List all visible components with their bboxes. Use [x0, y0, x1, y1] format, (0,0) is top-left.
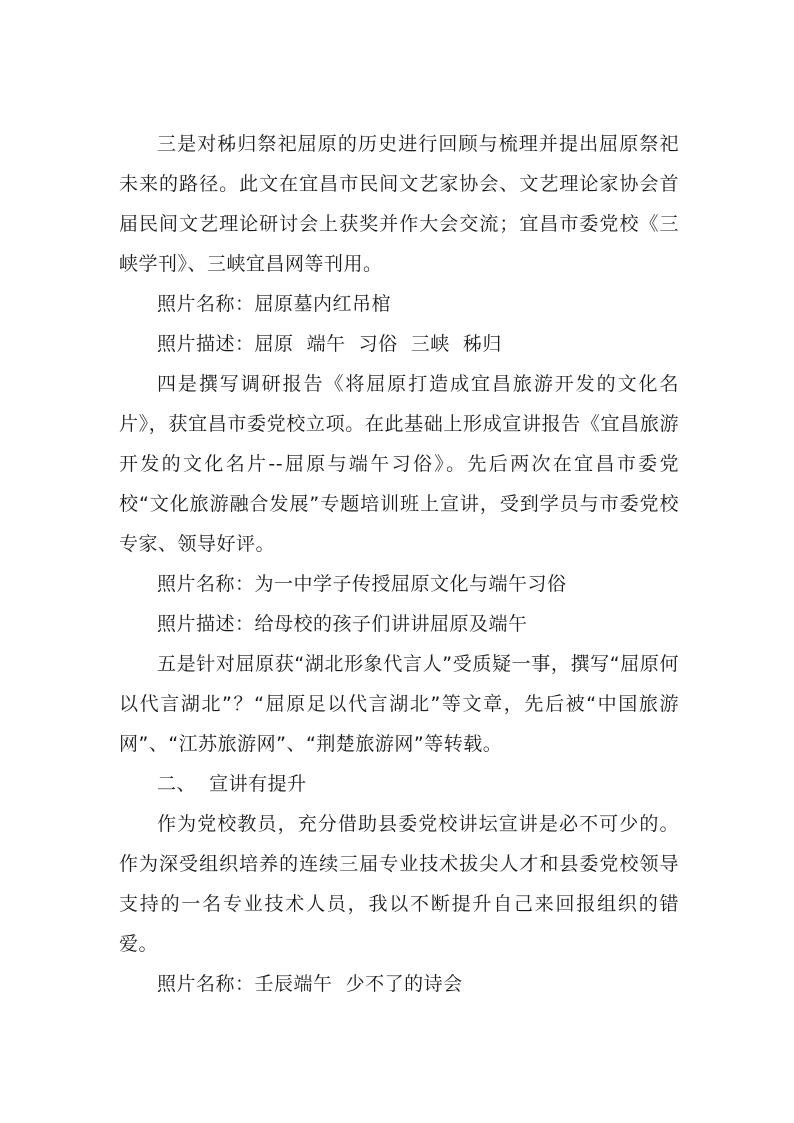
paragraph-san: 三是对秭归祭祀屈原的历史进行回顾与梳理并提出屈原祭祀未来的路径。此文在宜昌市民间文艺家协会、文艺理论家协会首届民间文艺理论研讨会上获奖并作大会交流；宜昌市委党校《三峡学刊》、三峡宜昌网等刊用。 — [119, 133, 679, 275]
paragraph-wu: 五是针对屈原获“湖北形象代言人”受质疑一事，撰写“屈原何以代言湖北”？“屈原足以代言湖北”等文章，先后被“中国旅游网”、“江苏旅游网”、“荆楚旅游网”等转载。 — [119, 653, 679, 755]
photo-desc-1: 照片描述：屈原 端午 习俗 三峡 秭归 — [157, 333, 502, 355]
photo-name-2: 照片名称：为一中学子传授屈原文化与端午习俗 — [157, 573, 567, 595]
photo-name-1: 照片名称：屈原墓内红吊棺 — [157, 293, 392, 315]
document-body — [119, 124, 679, 1004]
photo-desc-2: 照片描述：给母校的孩子们讲讲屈原及端午 — [157, 613, 528, 635]
paragraph-xuanjiang: 作为党校教员，充分借助县委党校讲坛宣讲是必不可少的。作为深受组织培养的连续三届专业技术拔尖人才和县委党校领导支持的一名专业技术人员，我以不断提升自己来回报组织的错爱。 — [119, 813, 679, 955]
section-heading-2: 二、 宣讲有提升 — [157, 773, 307, 795]
paragraph-si: 四是撰写调研报告《将屈原打造成宜昌旅游开发的文化名片》，获宜昌市委党校立项。在此基础上形成宣讲报告《宜昌旅游开发的文化名片--屈原与端午习俗》。先后两次在宜昌市委党校“文化旅游融合发展”专题培训班上宣讲，受到学员与市委党校专家、领导好评。 — [119, 373, 679, 555]
photo-name-3: 照片名称：壬辰端午 少不了的诗会 — [157, 973, 463, 995]
